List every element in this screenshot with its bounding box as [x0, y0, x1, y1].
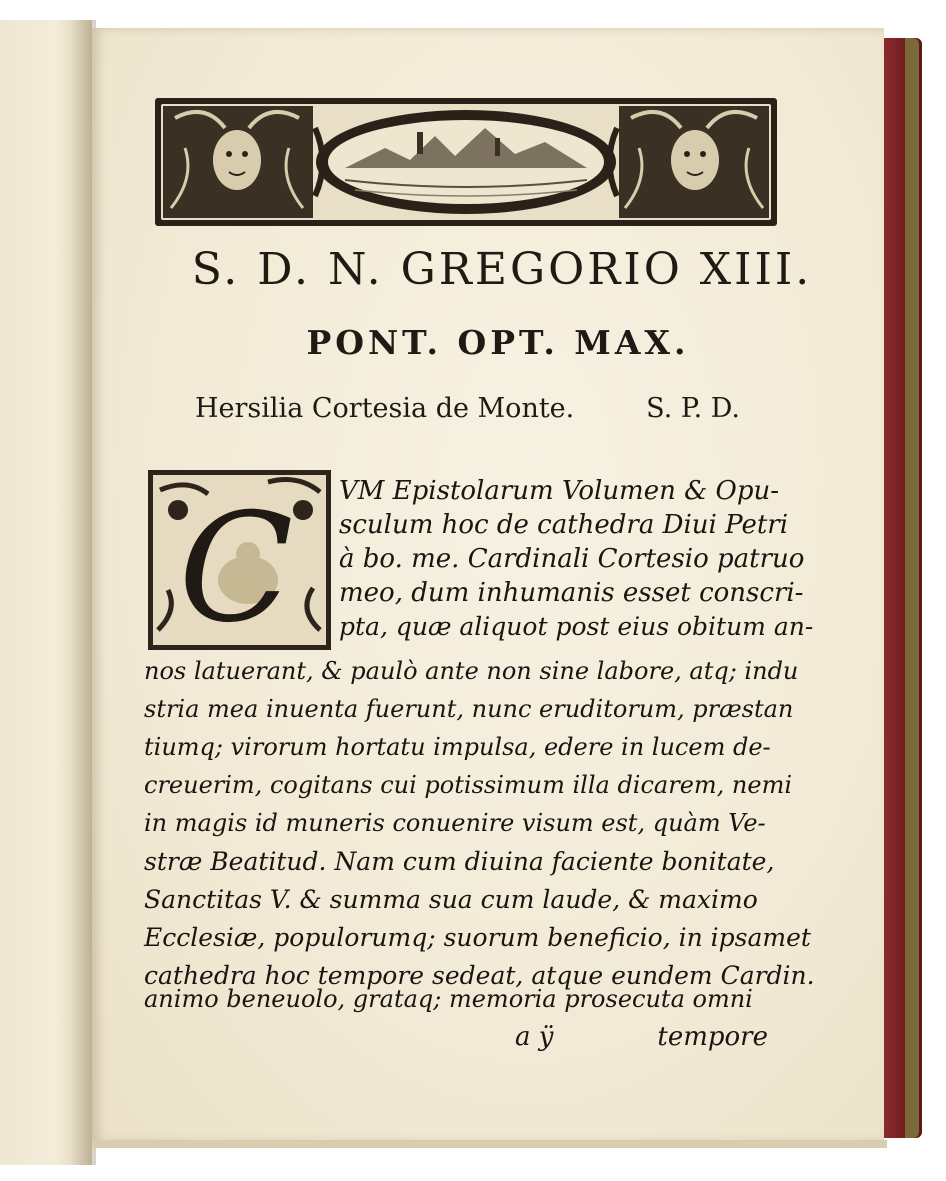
- catchword: tempore: [657, 1022, 768, 1052]
- body-line: stria mea inuenta fuerunt, nunc eruditorum, præstan: [144, 695, 794, 723]
- body-line: tiumq; virorum hortatu impulsa, edere in lucem de-: [144, 733, 771, 761]
- body-line: Sanctitas V. & summa sua cum laude, & maximo: [144, 885, 758, 914]
- body-line: meo, dum inhumanis esset conscri-: [339, 578, 804, 608]
- body-line: animo beneuolo, grataq; memoria prosecuta omni: [144, 985, 753, 1013]
- body-line: stræ Beatitud. Nam cum diuina faciente bonitate,: [144, 847, 775, 876]
- salutation-name: Hersilia Cortesia de Monte.: [195, 393, 575, 424]
- dedication-heading: S. D. N. GREGORIO XIII.: [191, 244, 813, 295]
- decorated-initial: [148, 470, 331, 650]
- woodcut-headpiece: [155, 98, 777, 226]
- body-line: pta, quæ aliquot post eius obitum an-: [339, 612, 814, 641]
- body-line: creuerim, cogitans cui potissimum illa dicarem, nemi: [144, 771, 793, 799]
- initial-letter: C: [178, 482, 294, 650]
- page-block-edge: [92, 1140, 887, 1148]
- body-line: nos latuerant, & paulò ante non sine labore, atq; indu: [144, 657, 799, 685]
- body-line: VM Epistolarum Volumen & Opu-: [339, 476, 780, 506]
- body-line: à bo. me. Cardinali Cortesio patruo: [339, 544, 805, 574]
- body-line: Ecclesiæ, populorumq; suorum beneficio, in ipsamet: [144, 923, 811, 952]
- body-line: in magis id muneris conuenire visum est, quàm Ve-: [144, 809, 766, 837]
- dedication-subheading: PONT. OPT. MAX.: [306, 323, 690, 362]
- body-line: cathedra hoc tempore sedeat, atque eundem Cardin.: [144, 961, 815, 990]
- signature-mark: a ÿ: [515, 1022, 554, 1052]
- salutation-greeting: S. P. D.: [646, 393, 740, 424]
- book-cover-edge: [905, 38, 919, 1138]
- body-line: sculum hoc de cathedra Diui Petri: [339, 510, 789, 540]
